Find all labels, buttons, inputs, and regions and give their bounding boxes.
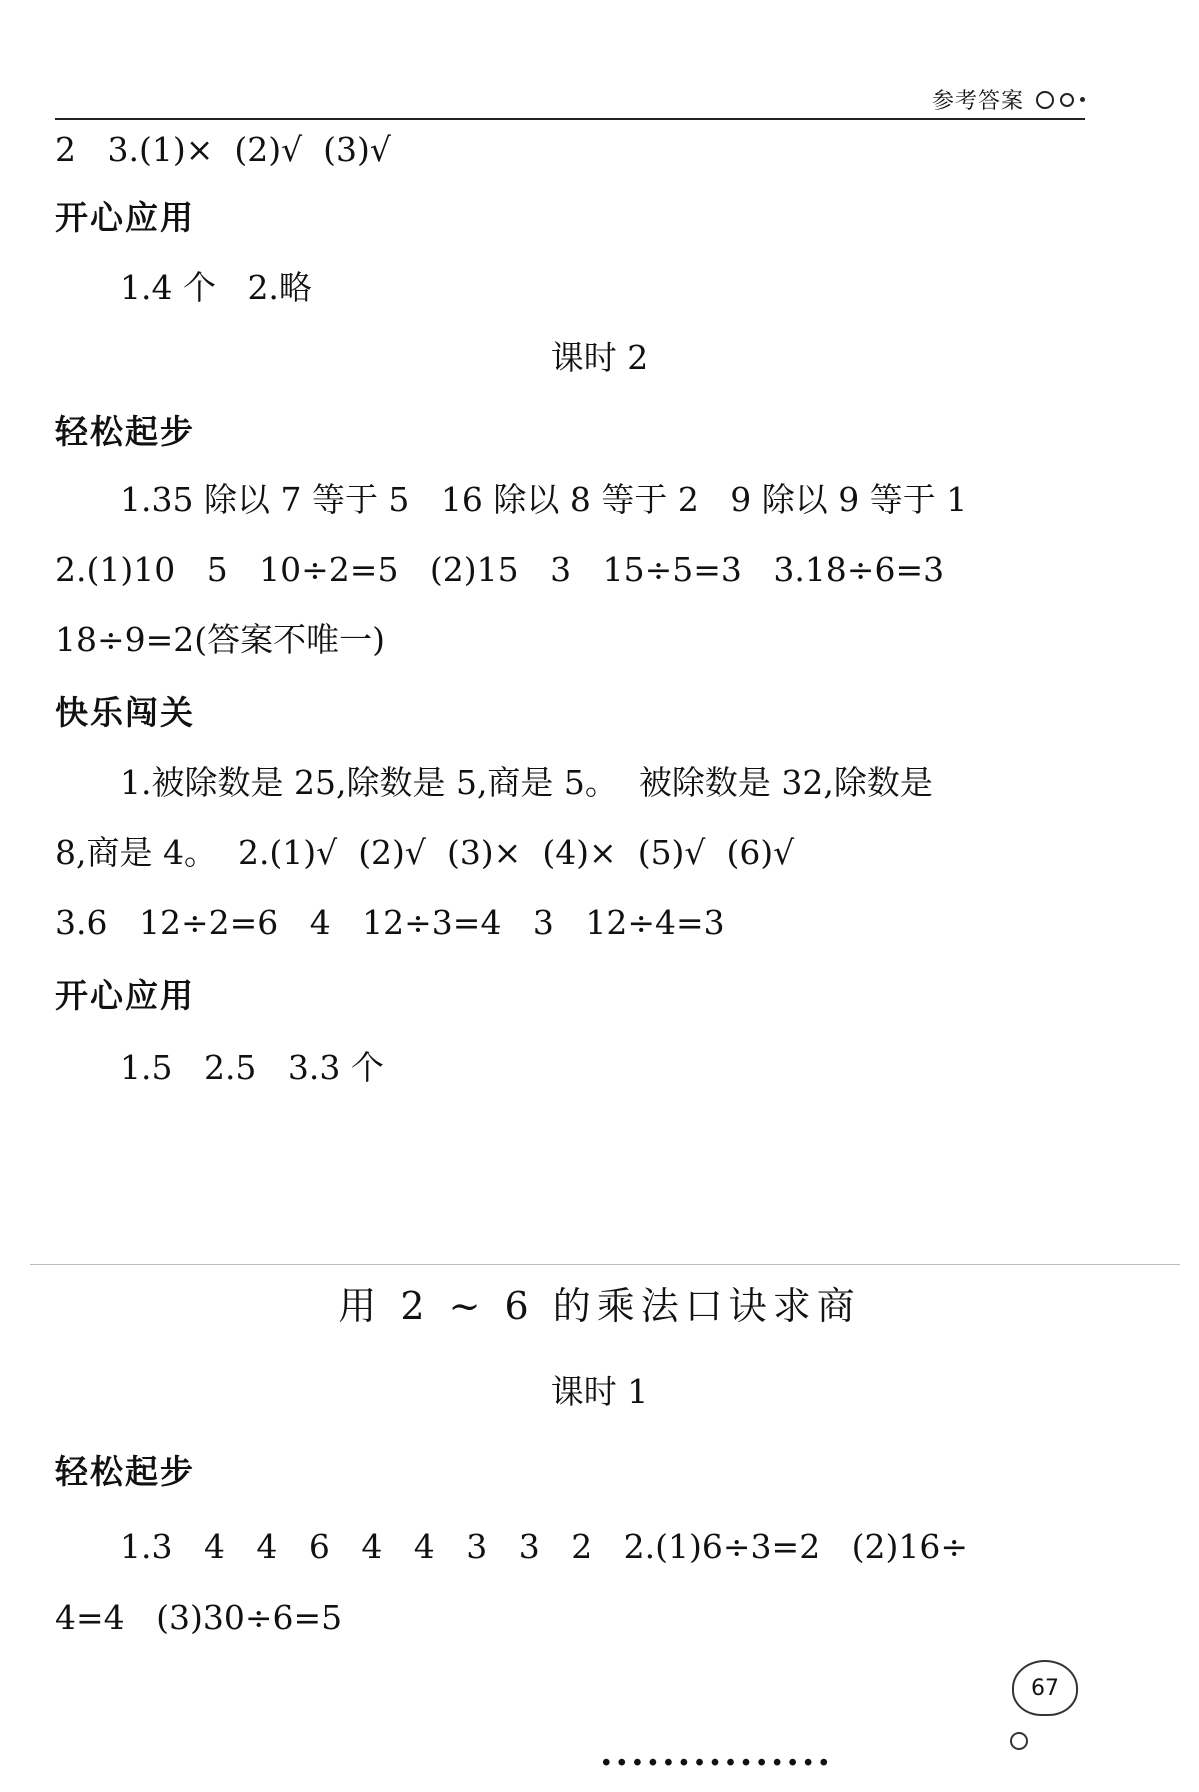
header-dots-icon <box>1036 91 1085 109</box>
section-heading: 快乐闯关 <box>55 693 195 732</box>
header-title: 参考答案 <box>931 89 1024 114</box>
answer-line: 3.6 12÷2=6 4 12÷3=4 3 12÷4=3 <box>55 903 725 942</box>
header-label <box>932 84 1085 115</box>
section-heading: 开心应用 <box>55 976 195 1015</box>
section-heading: 轻松起步 <box>55 412 195 451</box>
answer-line: 1.5 2.5 3.3 个 <box>120 1048 384 1087</box>
answer-line: 2 3.(1)× (2)√ (3)√ <box>55 130 391 169</box>
section-divider <box>30 1264 1180 1265</box>
page-number <box>1012 1660 1078 1716</box>
answer-line: 8,商是 4。 2.(1)√ (2)√ (3)× (4)× (5)√ (6)√ <box>55 833 795 872</box>
answer-line: 1.3 4 4 6 4 4 3 3 2 2.(1)6÷3=2 (2)16÷ <box>120 1527 969 1566</box>
answer-line: 4=4 (3)30÷6=5 <box>55 1598 343 1637</box>
page-header <box>55 78 1085 120</box>
answer-line: 18÷9=2(答案不唯一) <box>55 620 386 659</box>
answer-line: 2.(1)10 5 10÷2=5 (2)15 3 15÷5=3 3.18÷6=3 <box>55 550 945 589</box>
section-heading: 轻松起步 <box>55 1452 195 1491</box>
footer-dot-leader: ............... <box>600 1732 833 1774</box>
chapter-title: 用 2 ~ 6 的乘法口诀求商 <box>338 1284 861 1328</box>
lesson-subtitle: 课时 2 <box>550 338 649 377</box>
answer-line: 1.被除数是 25,除数是 5,商是 5。 被除数是 32,除数是 <box>120 763 933 802</box>
page-number-label: 67 <box>1031 1675 1059 1701</box>
lesson-subtitle: 课时 1 <box>550 1372 649 1411</box>
page-ring-icon <box>1010 1732 1028 1750</box>
answer-line: 1.35 除以 7 等于 5 16 除以 8 等于 2 9 除以 9 等于 1 <box>120 480 968 519</box>
section-heading: 开心应用 <box>55 198 195 237</box>
answer-line: 1.4 个 2.略 <box>120 268 312 307</box>
